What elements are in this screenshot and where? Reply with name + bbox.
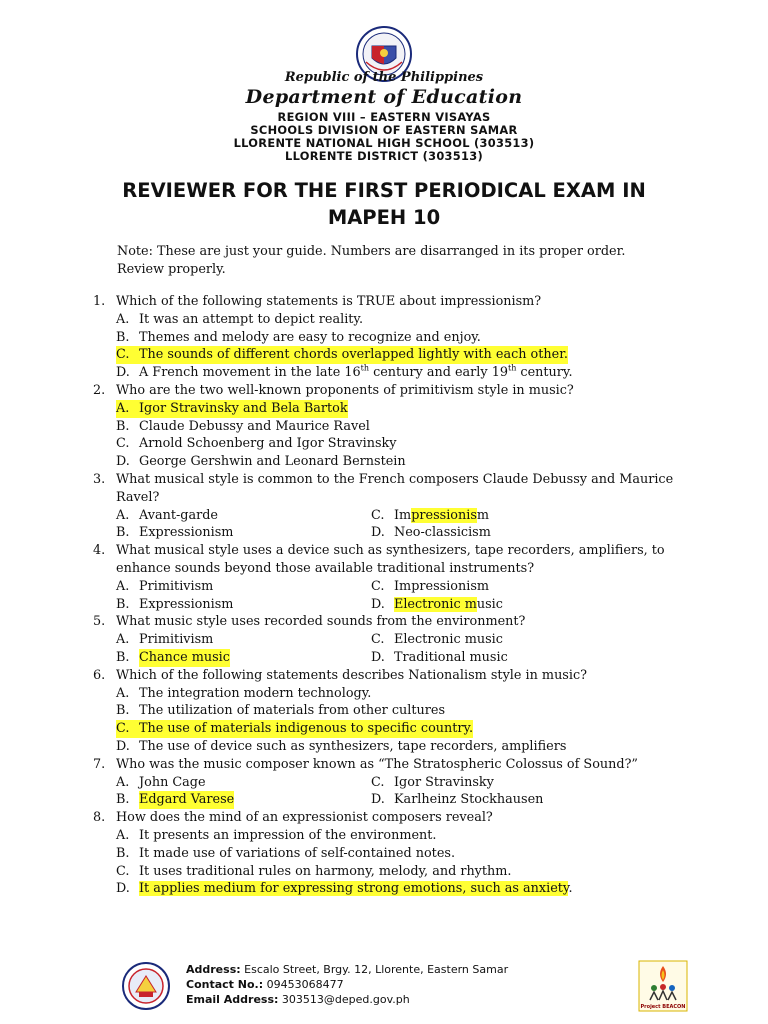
choice-answer: B. Chance music xyxy=(116,649,230,665)
choice: C. Electronic music xyxy=(371,632,503,648)
choice: A. The integration modern technology. xyxy=(116,685,372,701)
district-line: LLORENTE DISTRICT (303513) xyxy=(285,149,483,163)
school-seal-logo xyxy=(122,962,170,1010)
choice-answer: A. Igor Stravinsky and Bela Bartok xyxy=(116,400,348,416)
choice: A. Avant-garde xyxy=(116,507,218,523)
email-text: 303513@deped.gov.ph xyxy=(278,993,410,1006)
choice: B. Expressionism xyxy=(116,525,234,541)
choice-answer: C. Impressionism xyxy=(371,507,490,523)
choice: B. It made use of variations of self-contained notes. xyxy=(116,845,456,861)
project-beacon-logo xyxy=(638,960,688,1012)
question-5: 5. What music style uses recorded sounds from the environment? xyxy=(93,614,526,630)
choice: D. A French movement in the late 16th century and early 19th century. xyxy=(116,363,573,381)
choice: D. George Gershwin and Leonard Bernstein xyxy=(116,454,406,470)
choice-answer: D. Electronic music xyxy=(371,596,503,612)
choice-answer: D. It applies medium for expressing strong emotions, such as anxiety. xyxy=(116,881,573,897)
choice-answer: B. Edgard Varese xyxy=(116,792,235,808)
question-2: 2. Who are the two well-known proponents of primitivism style in music? xyxy=(93,382,574,398)
question-6: 6. Which of the following statements describes Nationalism style in music? xyxy=(93,667,587,683)
choice: A. It was an attempt to depict reality. xyxy=(116,311,364,327)
choice: C. Igor Stravinsky xyxy=(371,774,494,790)
footer-contact: Address: Escalo Street, Brgy. 12, Llorente, Eastern Samar Contact No.: 09453068477 Email Address: 303513@deped.gov.ph xyxy=(186,963,509,1006)
choice: C. Impressionism xyxy=(371,578,490,594)
question-8: 8. How does the mind of an expressionist composers reveal? xyxy=(93,810,493,826)
choice: A. John Cage xyxy=(116,774,206,790)
department-name: Department of Education xyxy=(245,86,523,108)
choice-answer: C. The sounds of different chords overlapped lightly with each other. xyxy=(116,347,568,363)
question-4: 4. What musical style uses a device such as synthesizers, tape recorders, amplifiers, to enhance sounds beyond those available traditional instruments? xyxy=(93,543,665,576)
question-7: 7. Who was the music composer known as “The Stratospheric Colossus of Sound?” xyxy=(93,756,638,772)
choice: D. Traditional music xyxy=(371,649,508,665)
question-list xyxy=(93,293,693,898)
choice: A. Primitivism xyxy=(116,578,214,594)
school-line: LLORENTE NATIONAL HIGH SCHOOL (303513) xyxy=(233,136,535,150)
svg-text:Project BEACON: Project BEACON xyxy=(640,1004,686,1010)
choice: B. Expressionism xyxy=(116,596,234,612)
choice: B. Claude Debussy and Maurice Ravel xyxy=(116,418,370,434)
choice: C. Arnold Schoenberg and Igor Stravinsky xyxy=(116,436,397,452)
region-line: REGION VIII – EASTERN VISAYAS xyxy=(277,110,491,124)
choice: A. It presents an impression of the environment. xyxy=(116,827,437,843)
choice: B. Themes and melody are easy to recognize and enjoy. xyxy=(116,329,481,345)
division-line: SCHOOLS DIVISION OF EASTERN SAMAR xyxy=(250,123,518,137)
question-1: 1. Which of the following statements is TRUE about impressionism? xyxy=(93,294,542,309)
republic-line: Republic of the Philippines xyxy=(284,70,484,85)
choice: D. Neo-classicism xyxy=(371,525,491,541)
question-3: 3. What musical style is common to the French composers Claude Debussy and Maurice Ravel? xyxy=(93,471,674,505)
note-paragraph: Note: These are just your guide. Numbers are disarranged in its proper order. Review properly. xyxy=(117,244,626,277)
choice: D. Karlheinz Stockhausen xyxy=(371,792,544,808)
choice: C. It uses traditional rules on harmony, melody, and rhythm. xyxy=(116,863,512,879)
choice: B. The utilization of materials from other cultures xyxy=(116,703,446,719)
choice: A. Primitivism xyxy=(116,632,214,648)
page-title: REVIEWER FOR THE FIRST PERIODICAL EXAM IN MAPEH 10 xyxy=(122,179,646,229)
choice: D. The use of device such as synthesizers, tape recorders, amplifiers xyxy=(116,738,567,754)
choice-answer: C. The use of materials indigenous to specific country. xyxy=(116,721,474,737)
